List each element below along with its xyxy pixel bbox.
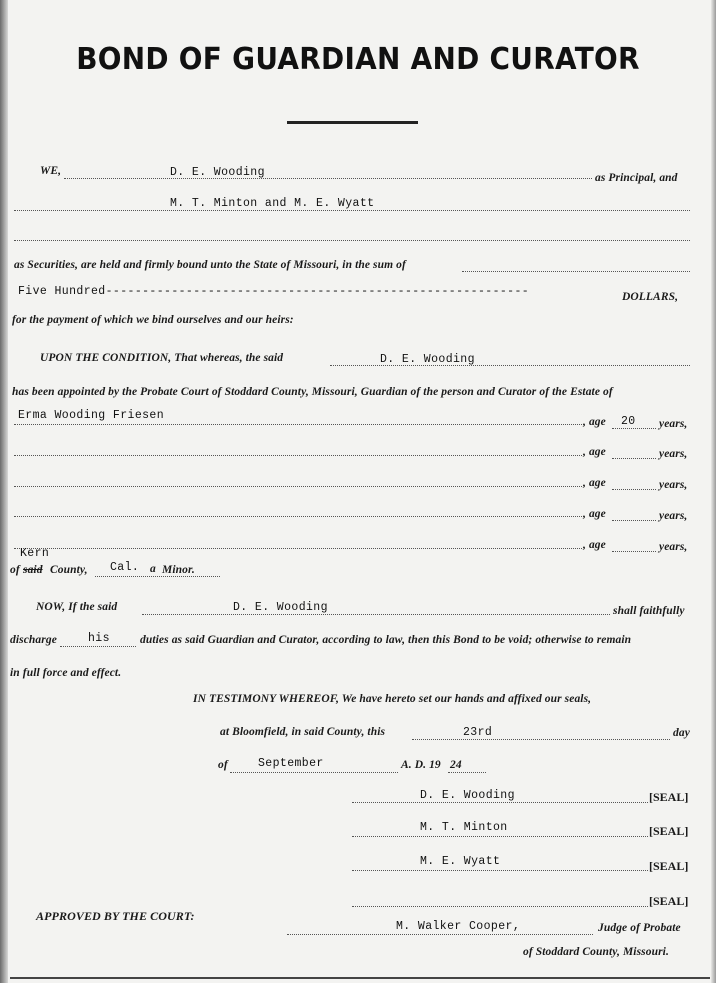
- judge-label: Judge of Probate: [598, 922, 681, 934]
- condition-label: UPON THE CONDITION, That whereas, the said: [40, 352, 284, 364]
- age-label-5: , age: [583, 539, 606, 551]
- month-line: [230, 772, 398, 773]
- ward-age: 20: [621, 415, 636, 428]
- ward-line-3: [14, 486, 582, 487]
- title-rule: [287, 121, 418, 124]
- sum-words: Five Hundred----------------------------------------------------------: [18, 285, 530, 298]
- now-label: NOW, If the said: [36, 601, 118, 613]
- ward-line-2: [14, 455, 582, 456]
- now-name: D. E. Wooding: [233, 601, 328, 614]
- signature-name-2: M. T. Minton: [420, 821, 508, 834]
- age-line-5: [612, 551, 656, 552]
- force-text: in full force and effect.: [10, 667, 122, 679]
- years-label-5: years,: [659, 541, 688, 553]
- seal-label-3: [SEAL]: [649, 859, 689, 873]
- ward-line-4: [14, 516, 582, 517]
- testimony-text: IN TESTIMONY WHEREOF, We have hereto set our hands and affixed our seals,: [193, 693, 592, 705]
- age-label-2: , age: [583, 446, 606, 458]
- ward-line-1: [14, 424, 582, 425]
- now-line: [142, 614, 610, 615]
- blank-line: [14, 240, 690, 241]
- ward-name: Erma Wooding Friesen: [18, 409, 165, 422]
- minor-label: Minor.: [162, 564, 195, 576]
- county-prefix: of: [10, 564, 20, 576]
- securities-line: [14, 210, 690, 211]
- signature-line-4: [352, 906, 648, 907]
- judge-county: of Stoddard County, Missouri.: [523, 946, 669, 958]
- age-line-3: [612, 489, 656, 490]
- ward-line-5: [14, 548, 582, 549]
- judge-line: [287, 934, 593, 935]
- age-line-1: [612, 428, 656, 429]
- appointed-text: has been appointed by the Probate Court of Stoddard County, Missouri, Guardian of the person and Curator of the Estate of: [12, 386, 613, 398]
- scan-edge-left: [0, 0, 8, 983]
- county-line: [95, 576, 220, 577]
- bloomfield-text: at Bloomfield, in said County, this: [220, 726, 386, 738]
- day-line: [412, 739, 670, 740]
- signature-name-1: D. E. Wooding: [420, 789, 515, 802]
- age-label-4: , age: [583, 508, 606, 520]
- principal-name: D. E. Wooding: [170, 166, 265, 179]
- duties-text: duties as said Guardian and Curator, according to law, then this Bond to be void; otherwise to remain: [140, 634, 632, 646]
- county-written: Kern: [20, 547, 50, 560]
- ad-label: A. D. 19: [401, 759, 441, 771]
- age-label-3: , age: [583, 477, 606, 489]
- dollars-label: DOLLARS,: [622, 291, 679, 303]
- signature-line-3: [352, 870, 648, 871]
- county-struck: said: [23, 564, 43, 576]
- approved-label: APPROVED BY THE COURT:: [36, 909, 195, 923]
- seal-label-4: [SEAL]: [649, 894, 689, 908]
- sum-line: [462, 271, 690, 272]
- years-label-4: years,: [659, 510, 688, 522]
- minor-article: a: [150, 563, 156, 575]
- day-value: 23rd: [463, 726, 493, 739]
- day-label: day: [673, 727, 690, 739]
- year-suffix: 24: [450, 759, 462, 771]
- payment-text: for the payment of which we bind ourselves and our heirs:: [12, 314, 294, 326]
- signature-name-3: M. E. Wyatt: [420, 855, 501, 868]
- securities-text: as Securities, are held and firmly bound unto the State of Missouri, in the sum of: [14, 259, 406, 271]
- judge-name: M. Walker Cooper,: [396, 920, 521, 933]
- years-label-1: years,: [659, 418, 688, 430]
- years-label-2: years,: [659, 448, 688, 460]
- age-label-1: , age: [583, 416, 606, 428]
- county-label: County,: [50, 564, 88, 576]
- state-written: Cal.: [110, 561, 140, 574]
- signature-line-2: [352, 836, 648, 837]
- we-label: WE,: [40, 165, 62, 177]
- securities-names: M. T. Minton and M. E. Wyatt: [170, 197, 375, 210]
- month-value: September: [258, 757, 324, 770]
- years-label-3: years,: [659, 479, 688, 491]
- age-line-4: [612, 520, 656, 521]
- document-title: BOND OF GUARDIAN AND CURATOR: [76, 42, 640, 77]
- condition-name: D. E. Wooding: [380, 353, 475, 366]
- scan-edge-right: [711, 0, 716, 983]
- pronoun-line: [60, 646, 136, 647]
- age-line-2: [612, 458, 656, 459]
- seal-label-2: [SEAL]: [649, 824, 689, 838]
- bottom-rule: [10, 977, 710, 979]
- principal-line: [64, 178, 592, 179]
- signature-line-1: [352, 802, 648, 803]
- seal-label-1: [SEAL]: [649, 790, 689, 804]
- of-label: of: [218, 759, 228, 771]
- faithfully-label: shall faithfully: [613, 605, 685, 617]
- discharge-label: discharge: [10, 634, 57, 646]
- principal-label: as Principal, and: [595, 172, 678, 184]
- pronoun: his: [88, 632, 110, 645]
- year-line: [448, 772, 486, 773]
